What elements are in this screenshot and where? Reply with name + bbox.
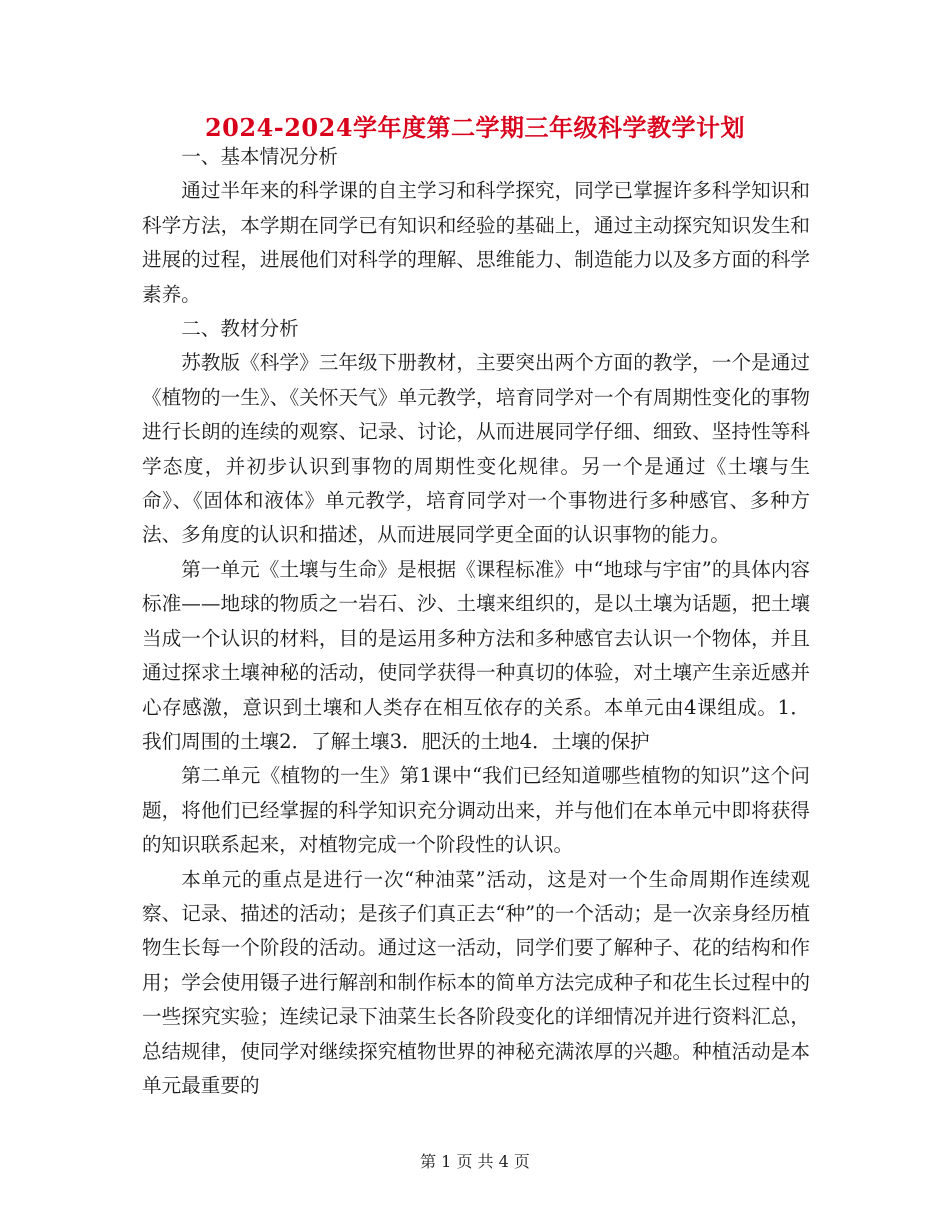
heading-textbook-analysis: 二、教材分析 [181, 317, 299, 341]
paragraph-textbook-overview: 苏教版《科学》三年级下册教材，主要突出两个方面的教学，一个是通过《植物的一生》、《关怀天气》单元教学，培育同学对一个有周期性变化的事物进行长朗的连续的观察、记录、讨论，从而进展同学仔细、细致、坚持性等科学态度，并初步认识到事物的周期性变化规律。另一个是通过《土壤与生命》、《固体和液体》单元教学，培育同学对一个事物进行多种感官、多种方法、多角度的认识和描述，从而进展同学更全面的认识事物的能力。 [142, 351, 810, 547]
paragraph-unit-one: 第一单元《土壤与生命》是根据《课程标准》中“地球与宇宙”的具体内容标准——地球的物质之一岩石、沙、土壤来组织的，是以土壤为话题，把土壤当成一个认识的材料，目的是运用多种方法和多种感官去认识一个物体，并且通过探求土壤神秘的活动，使同学获得一种真切的体验，对土壤产生亲近感并心存感激，意识到土壤和人类存在相互依存的关系。本单元由4课组成。1．我们周围的土壤2．了解土壤3．肥沃的土地4．土壤的保护 [142, 557, 810, 753]
heading-basic-situation: 一、基本情况分析 [181, 145, 338, 168]
paragraph-unit-focus: 本单元的重点是进行一次“种油菜”活动，这是对一个生命周期作连续观察、记录、描述的活动；是孩子们真正去“种”的一个活动；是一次亲身经历植物生长每一个阶段的活动。通过这一活动，同学们要了解种子、花的结构和作用；学会使用镊子进行解剖和制作标本的简单方法完成种子和花生长过程中的一些探究实验；连续记录下油菜生长各阶段变化的详细情况并进行资料汇总，总结规律，使同学对继续探究植物世界的神秘充满浓厚的兴趣。种植活动是本单元最重要的 [142, 867, 810, 1097]
paragraph-unit-two: 第二单元《植物的一生》第1课中“我们已经知道哪些植物的知识”这个问题，将他们已经掌握的科学知识充分调动出来，并与他们在本单元中即将获得的知识联系起来，对植物完成一个阶段性的认识。 [142, 764, 810, 857]
page-footer: 第 1 页 共 4 页 [420, 1152, 530, 1171]
document-title: 2024-2024学年度第二学期三年级科学教学计划 [204, 113, 746, 142]
document-body [142, 140, 810, 1103]
paragraph-basic-situation: 通过半年来的科学课的自主学习和科学探究，同学已掌握许多科学知识和科学方法，本学期在同学已有知识和经验的基础上，通过主动探究知识发生和进展的过程，进展他们对科学的理解、思维能力、制造能力以及多方面的科学素养。 [142, 179, 810, 306]
